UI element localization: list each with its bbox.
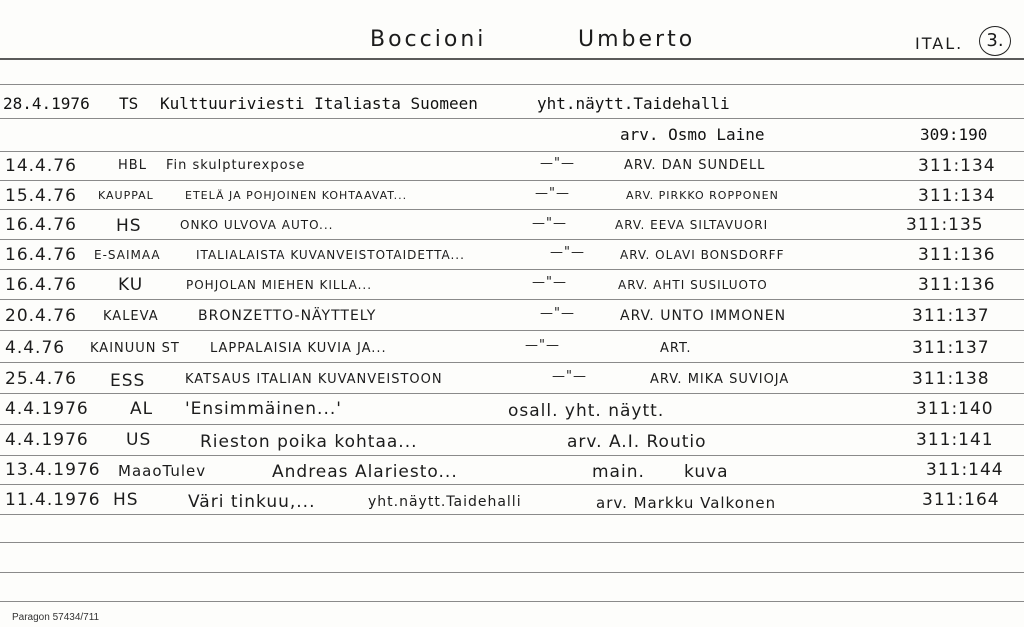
ruled-line: [0, 601, 1024, 602]
entry-title: ETELÄ JA POHJOINEN KOHTAAVAT...: [185, 189, 408, 202]
entry-ref: 311:164: [922, 490, 1000, 510]
entry-ref: 311:134: [918, 156, 996, 176]
entry-ref: 311:137: [912, 306, 990, 326]
entry-ref: 311:138: [912, 369, 990, 389]
ruled-line: [0, 118, 1024, 119]
entry-source: E-SAIMAA: [94, 248, 161, 262]
entry-source: KAUPPAL: [98, 189, 154, 202]
entry-note: yht.näytt.Taidehalli: [368, 494, 522, 510]
entry-date: 11.4.1976: [5, 490, 101, 510]
entry-reviewer: ARV. DAN SUNDELL: [624, 158, 766, 173]
entry-reviewer: ART.: [660, 341, 692, 356]
entry-source: US: [126, 430, 152, 450]
entry-date: 16.4.76: [5, 275, 77, 295]
entry-reviewer: ARV. MIKA SUVIOJA: [650, 372, 790, 387]
entry-title: Fin skulpturexpose: [166, 158, 306, 173]
entry-note: —"—: [540, 156, 575, 171]
entry-source: HBL: [118, 158, 147, 173]
entry-title: ITALIALAISTA KUVANVEISTOTAIDETTA...: [196, 248, 465, 262]
ruled-line: [0, 484, 1024, 485]
entry-date: 14.4.76: [5, 156, 77, 176]
header-rule: [0, 58, 1024, 60]
entry-ref: 311:135: [906, 215, 984, 235]
typed-reviewer: arv. Osmo Laine: [620, 125, 765, 144]
ruled-line: [0, 542, 1024, 543]
entry-title: POHJOLAN MIEHEN KILLA...: [186, 278, 373, 292]
ruled-line: [0, 514, 1024, 515]
entry-ref: 311:144: [926, 460, 1004, 480]
ruled-line: [0, 362, 1024, 363]
entry-ref: 311:141: [916, 430, 994, 450]
entry-note: main.: [592, 462, 645, 482]
entry-date: 13.4.1976: [5, 460, 101, 480]
entry-source: KAINUUN ST: [90, 341, 180, 356]
entry-title: LAPPALAISIA KUVIA JA...: [210, 341, 387, 356]
entry-reviewer: ARV. PIRKKO ROPPONEN: [626, 189, 779, 202]
entry-date: 16.4.76: [5, 215, 77, 235]
entry-note: —"—: [532, 216, 567, 231]
ruled-line: [0, 393, 1024, 394]
ruled-line: [0, 269, 1024, 270]
entry-reviewer: kuva: [684, 462, 729, 482]
typed-note: yht.näytt.Taidehalli: [537, 94, 730, 113]
card-footer: Paragon 57434/711: [12, 612, 100, 623]
entry-date: 25.4.76: [5, 369, 77, 389]
entry-note: —"—: [552, 369, 587, 384]
entry-reviewer: arv. Markku Valkonen: [596, 494, 777, 512]
entry-reviewer: ARV. UNTO IMMONEN: [620, 308, 787, 324]
typed-title: Kulttuuriviesti Italiasta Suomeen: [160, 94, 478, 113]
entry-source: HS: [116, 216, 142, 236]
entry-date: 4.4.76: [5, 338, 66, 358]
entry-source: AL: [130, 399, 154, 419]
entry-reviewer: arv. A.I. Routio: [567, 432, 707, 452]
entry-ref: 311:136: [918, 245, 996, 265]
ruled-line: [0, 330, 1024, 331]
entry-date: 16.4.76: [5, 245, 77, 265]
ruled-line: [0, 239, 1024, 240]
ruled-line: [0, 84, 1024, 85]
given-name: Umberto: [578, 27, 696, 52]
typed-date: 28.4.1976: [3, 94, 90, 113]
entry-ref: 311:136: [918, 275, 996, 295]
entry-ref: 311:140: [916, 399, 994, 419]
ruled-line: [0, 572, 1024, 573]
entry-title: BRONZETTO-NÄYTTELY: [198, 308, 377, 324]
entry-date: 4.4.1976: [5, 430, 89, 450]
ruled-line: [0, 455, 1024, 456]
typed-source: TS: [119, 94, 139, 113]
entry-note: osall. yht. näytt.: [508, 401, 665, 421]
typed-ref: 309:190: [920, 125, 988, 144]
entry-source: MaaoTulev: [118, 462, 207, 480]
entry-note: —"—: [550, 245, 585, 260]
entry-source: KALEVA: [103, 309, 159, 324]
ruled-line: [0, 424, 1024, 425]
surname: Boccioni: [370, 27, 487, 52]
entry-ref: 311:134: [918, 186, 996, 206]
entry-title: Rieston poika kohtaa...: [200, 432, 418, 452]
entry-reviewer: ARV. AHTI SUSILUOTO: [618, 278, 768, 292]
entry-title: KATSAUS ITALIAN KUVANVEISTOON: [185, 372, 443, 387]
entry-note: —"—: [532, 275, 567, 290]
entry-ref: 311:137: [912, 338, 990, 358]
country: ITAL.: [915, 34, 964, 53]
ruled-line: [0, 151, 1024, 152]
entry-title: ONKO ULVOVA AUTO...: [180, 218, 334, 232]
entry-source: ESS: [110, 371, 146, 391]
entry-reviewer: ARV. EEVA SILTAVUORI: [615, 218, 769, 232]
card-number: 3.: [979, 26, 1011, 56]
ruled-line: [0, 180, 1024, 181]
ruled-line: [0, 209, 1024, 210]
entry-date: 20.4.76: [5, 306, 77, 326]
entry-date: 15.4.76: [5, 186, 77, 206]
entry-title: Väri tinkuu,...: [188, 492, 316, 512]
entry-note: —"—: [540, 306, 575, 321]
entry-reviewer: ARV. OLAVI BONSDORFF: [620, 248, 785, 262]
entry-note: —"—: [525, 338, 560, 353]
entry-source: HS: [113, 490, 139, 510]
entry-date: 4.4.1976: [5, 399, 89, 419]
entry-source: KU: [118, 275, 144, 295]
entry-title: 'Ensimmäinen...': [185, 399, 342, 419]
entry-title: Andreas Alariesto...: [272, 462, 458, 482]
entry-note: —"—: [535, 186, 570, 201]
ruled-line: [0, 299, 1024, 300]
